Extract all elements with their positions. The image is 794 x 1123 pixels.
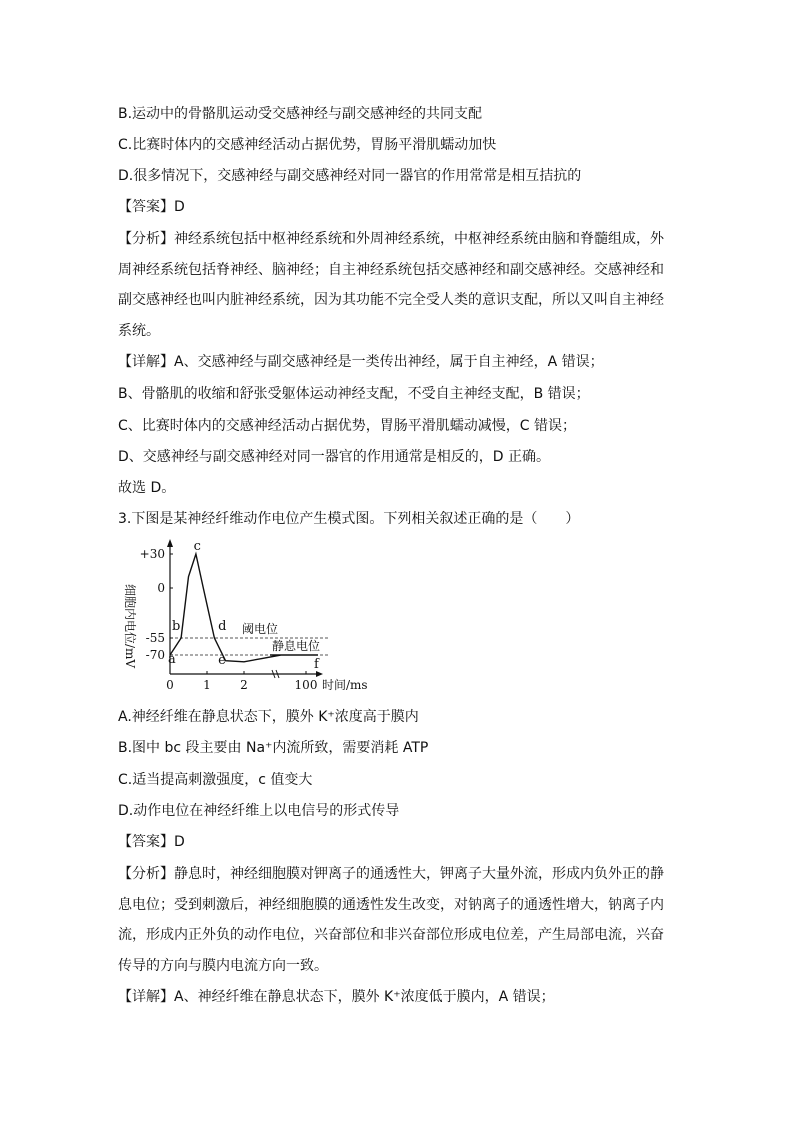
q3-option-b: B.图中 bc 段主要由 Na⁺内流所致，需要消耗 ATP bbox=[118, 740, 429, 756]
detail-d: D、交感神经与副交感神经对同一器官的作用通常是相反的，D 正确。 bbox=[118, 449, 551, 465]
detail-a: 【详解】A、交感神经与副交感神经是一类传出神经，属于自主神经，A 错误； bbox=[118, 354, 604, 370]
x-tick-label: 0 bbox=[166, 678, 174, 692]
option-c: C.比赛时体内的交感神经活动占据优势，胃肠平滑肌蠕动加快 bbox=[118, 137, 497, 153]
analysis-line: 息电位；受到刺激后，神经细胞膜的通透性发生改变，对钠离子的通透性增大，钠离子内 bbox=[118, 896, 664, 913]
y-axis-label: 细胞内电位/mV bbox=[123, 584, 137, 669]
x-tick-label: 1 bbox=[203, 678, 211, 692]
y-tick-label: 0 bbox=[157, 581, 165, 595]
detail-c: C、比赛时体内的交感神经活动占据优势，胃肠平滑肌蠕动减慢，C 错误； bbox=[118, 418, 576, 434]
analysis-line: 流，形成内正外负的动作电位，兴奋部位和非兴奋部位形成电位差，产生局部电流，兴奋 bbox=[118, 927, 664, 943]
analysis-line: 副交感神经也叫内脏神经系统，因为其功能不完全受人类的意识支配，所以又叫自主神经 bbox=[118, 292, 664, 308]
point-label-b: b bbox=[172, 619, 181, 634]
question-3: 3.下图是某神经纤维动作电位产生模式图。下列相关叙述正确的是（ ） bbox=[118, 511, 580, 527]
q3-option-a: A.神经纤维在静息状态下，膜外 K⁺浓度高于膜内 bbox=[118, 709, 419, 725]
q3-option-d: D.动作电位在神经纤维上以电信号的形式传导 bbox=[118, 803, 400, 819]
resting-label: 静息电位 bbox=[272, 639, 321, 653]
action-potential-chart bbox=[118, 536, 368, 702]
option-b: B.运动中的骨骼肌运动受交感神经与副交感神经的共同支配 bbox=[118, 106, 483, 122]
y-tick-label: -55 bbox=[145, 631, 165, 645]
analysis-paragraph-3 bbox=[118, 859, 678, 981]
analysis-line: 周神经系统包括脊神经、脑神经；自主神经系统包括交感神经和副交感神经。交感神经和 bbox=[118, 261, 664, 278]
point-label-e: e bbox=[218, 653, 226, 668]
point-label-a: a bbox=[168, 652, 176, 667]
option-d: D.很多情况下，交感神经与副交感神经对同一器官的作用常常是相互拮抗的 bbox=[118, 168, 582, 184]
y-tick-label: -70 bbox=[145, 648, 165, 662]
conclusion: 故选 D。 bbox=[118, 480, 176, 496]
y-tick-label: +30 bbox=[139, 547, 165, 561]
answer-label-3: 【答案】D bbox=[118, 834, 185, 850]
point-label-d: d bbox=[218, 619, 227, 634]
threshold-label: 阈电位 bbox=[242, 622, 279, 636]
detail-3-a: 【详解】A、神经纤维在静息状态下，膜外 K⁺浓度低于膜内，A 错误； bbox=[118, 989, 555, 1005]
analysis-line: 【分析】静息时，神经细胞膜对钾离子的通透性大，钾离子大量外流，形成内负外正的静 bbox=[118, 866, 664, 882]
answer-label: 【答案】D bbox=[118, 199, 185, 215]
x-tick-label: 2 bbox=[240, 678, 248, 692]
analysis-line: 传导的方向与膜内电流方向一致。 bbox=[118, 957, 328, 974]
point-label-f: f bbox=[314, 657, 319, 672]
tick-labels bbox=[139, 547, 321, 692]
analysis-paragraph bbox=[118, 224, 678, 346]
x-axis-label: 时间/ms bbox=[322, 678, 368, 692]
x-tick-label: 100 bbox=[294, 678, 318, 692]
axes bbox=[167, 539, 323, 678]
analysis-line: 【分析】神经系统包括中枢神经系统和外周神经系统，中枢神经系统由脑和脊髓组成，外 bbox=[118, 231, 664, 247]
q3-option-c: C.适当提高刺激强度，c 值变大 bbox=[118, 772, 313, 788]
detail-b: B、骨骼肌的收缩和舒张受躯体运动神经支配，不受自主神经支配，B 错误； bbox=[118, 386, 590, 402]
analysis-line: 系统。 bbox=[118, 322, 160, 339]
y-axis-arrow bbox=[167, 539, 173, 547]
point-label-c: c bbox=[193, 539, 201, 554]
